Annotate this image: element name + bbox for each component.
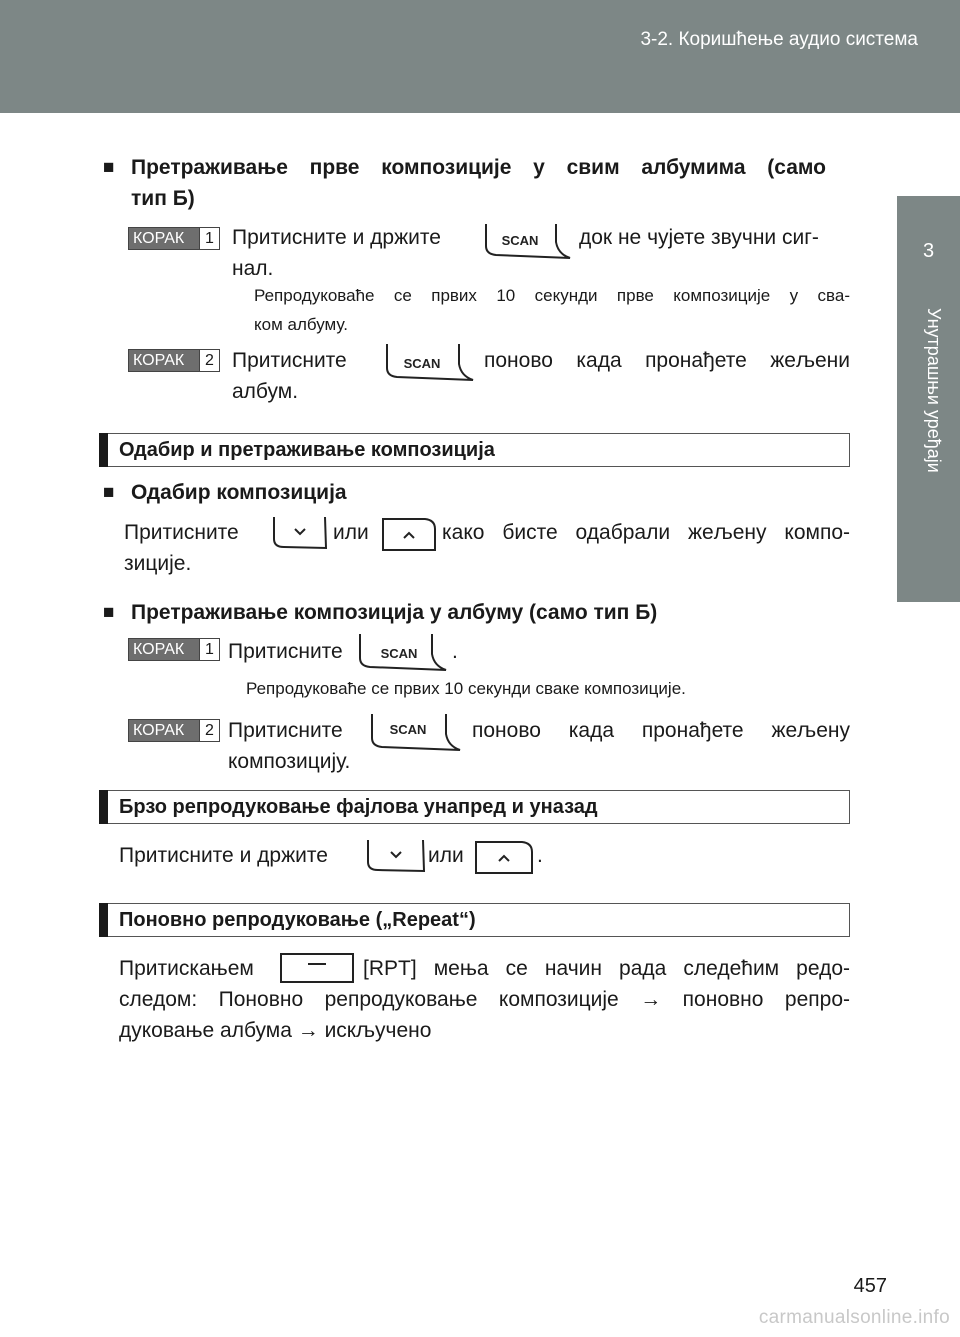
scan-button-label: SCAN	[501, 233, 539, 248]
subheading-select-tracks: Одабир композиција	[131, 481, 347, 504]
scan-button-label: SCAN	[380, 646, 418, 661]
album-step2-text-cont: поново када пронађете жељену	[472, 719, 850, 742]
section-header	[99, 790, 850, 824]
scan-button-label: SCAN	[389, 722, 427, 737]
step-badge-number: 1	[199, 639, 219, 660]
step-badge	[128, 227, 220, 250]
watermark: carmanualsonline.info	[758, 1307, 950, 1328]
repeat-text-cont: [RPT] мења се начин рада следећим редо-	[363, 957, 850, 980]
chapter-label: Унутрашњи уређаји	[924, 308, 944, 473]
page-header	[0, 0, 960, 113]
step1-note: Репродуковаће се првих 10 секунди прве композиције у сва-	[254, 286, 850, 305]
step-badge-label: КОРАК	[129, 350, 199, 371]
chapter-number: 3	[922, 240, 935, 262]
step-badge-number: 2	[199, 350, 219, 371]
subheading-search-tracks-album: Претраживање композиција у албуму (само тип Б)	[131, 601, 658, 624]
step-badge-label: КОРАК	[129, 639, 199, 660]
step-badge-number: 1	[199, 228, 219, 249]
step-badge	[128, 349, 220, 372]
page-number: 457	[853, 1275, 887, 1297]
step-badge	[128, 719, 220, 742]
album-step2-text-line2: композицију.	[228, 750, 351, 773]
down-button-icon	[364, 838, 426, 874]
step1-text-line2: нал.	[232, 257, 274, 280]
step1-text-cont: док не чујете звучни сиг-	[579, 226, 819, 249]
section-header	[99, 433, 850, 467]
repeat-text: Притискањем	[119, 957, 254, 980]
scan-button-icon	[356, 630, 448, 672]
select-text-line2: зиције.	[124, 552, 192, 575]
down-button-icon	[270, 515, 328, 551]
section-title: Одабир и претраживање композиција	[119, 439, 495, 461]
scan-button-icon	[383, 340, 475, 382]
chapter-title: 3-2. Коришћење аудио система	[640, 29, 918, 50]
album-step2-text: Притисните	[228, 719, 343, 742]
scan-button-icon	[482, 220, 572, 260]
section-title: Брзо репродуковање фајлова унапред и уназад	[119, 796, 598, 818]
subheading-first-track-all-albums: Претраживање прве композиције у свим албумима (само	[131, 156, 826, 179]
album-step1-note: Репродуковаће се првих 10 секунди сваке композиције.	[246, 679, 686, 698]
chapter-side-tab	[897, 196, 960, 602]
section-header	[99, 903, 850, 937]
step-badge-label: КОРАК	[129, 720, 199, 741]
step2-text-line2: албум.	[232, 380, 299, 403]
select-text-cont: како бисте одабрали жељену компо-	[442, 521, 850, 544]
ff-rew-text: Притисните и држите	[119, 844, 328, 867]
step2-text-cont: поново када пронађете жељени	[484, 349, 850, 372]
step-badge-label: КОРАК	[129, 228, 199, 249]
up-button-icon	[474, 840, 534, 876]
album-step1-text: Притисните	[228, 640, 343, 663]
select-text: Притисните	[124, 521, 239, 544]
select-text-or: или	[333, 521, 369, 544]
scan-button-icon	[368, 710, 462, 752]
step2-text: Притисните	[232, 349, 347, 372]
album-step1-period: .	[452, 640, 458, 663]
step1-text: Притисните и држите	[232, 226, 441, 249]
step-badge-number: 2	[199, 720, 219, 741]
subheading-first-track-all-albums-cont: тип Б)	[131, 187, 195, 210]
section-title: Поновно репродуковање („Repeat“)	[119, 909, 476, 931]
step1-note-line2: ком албуму.	[254, 315, 348, 334]
up-button-icon	[381, 517, 437, 553]
bullet-icon: ■	[103, 482, 115, 503]
step-badge	[128, 638, 220, 661]
ff-rew-text-period: .	[537, 844, 543, 867]
ff-rew-text-or: или	[428, 844, 464, 867]
rpt-button-icon	[279, 952, 355, 984]
bullet-icon: ■	[103, 602, 115, 623]
repeat-text-line2: следом: Поновно репродуковање композиције → поновно репро-	[119, 988, 850, 1011]
scan-button-label: SCAN	[403, 356, 441, 371]
bullet-icon: ■	[103, 157, 115, 178]
repeat-text-line3: дуковање албума → искључено	[119, 1019, 432, 1042]
